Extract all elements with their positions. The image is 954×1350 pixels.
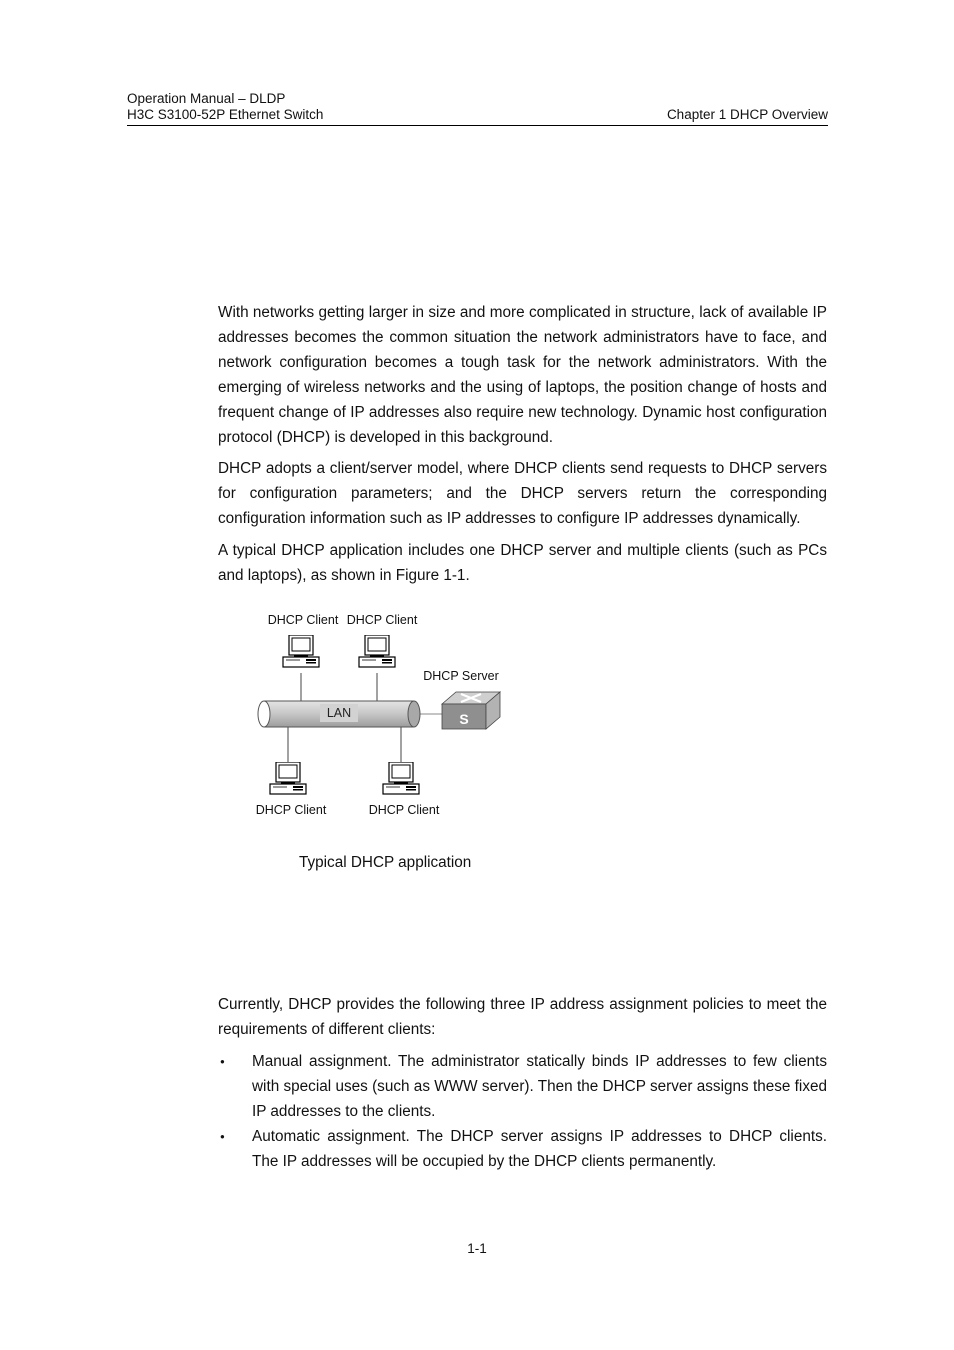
- lan-pipe: [258, 701, 420, 727]
- chapter-title: Chapter 1 DHCP Overview: [666, 107, 828, 122]
- policy-list: [218, 1049, 827, 1174]
- client-pc-icon-top-left: [283, 635, 319, 667]
- typical-paragraph: A typical DHCP application includes one DHCP server and multiple clients (such as PCs and laptops), as shown in Figure 1-1.: [218, 542, 827, 584]
- dhcp-diagram: [250, 605, 510, 830]
- policies-intro: Currently, DHCP provides the following three IP address assignment policies to meet the requirements of different clients:: [218, 996, 827, 1038]
- list-item: ● Manual assignment. The administrator statically binds IP addresses to few clients with special uses (such as WWW server). Then the DHCP server assigns these fixed IP addresses to the clients.: [218, 1049, 827, 1124]
- page-header: [127, 91, 828, 126]
- client-pc-icon-bottom-left: [270, 762, 306, 794]
- server-label: DHCP Server: [423, 669, 499, 683]
- list-item: ● Automatic assignment. The DHCP server assigns IP addresses to DHCP clients. The IP addresses will be occupied by the DHCP clients permanently.: [218, 1124, 827, 1174]
- client-pc-icon-top-right: [359, 635, 395, 667]
- figure-caption: Typical DHCP application: [299, 854, 472, 871]
- client-label-top-left: DHCP Client: [267, 613, 339, 627]
- switch-mark: S: [459, 711, 469, 727]
- intro-paragraph: With networks getting larger in size and more complicated in structure, lack of available IP addresses becomes the common situation the network administrators have to face, and network configuration becomes a tough task for the network administrators. With the emerging of wireless networks and the using of laptops, the position change of hosts and frequent change of IP addresses also require new technology. Dynamic host configuration protocol (DHCP) is developed in this background.: [218, 304, 827, 446]
- page-number: 1-1: [467, 1241, 487, 1256]
- model-paragraph: DHCP adopts a client/server model, where DHCP clients send requests to DHCP servers for configuration parameters; and the DHCP servers return the corresponding configuration information such as IP addresses to configure IP addresses dynamically.: [218, 460, 827, 527]
- header-left: [127, 91, 323, 123]
- client-pc-icon-bottom-right: [383, 762, 419, 794]
- client-label-top-right: DHCP Client: [346, 613, 418, 627]
- client-label-bottom-left: DHCP Client: [255, 803, 327, 817]
- dhcp-server-switch-icon: [442, 692, 500, 729]
- manual-title: Operation Manual – DLDP: [127, 91, 286, 106]
- product-name: H3C S3100-52P Ethernet Switch: [127, 107, 324, 122]
- client-label-bottom-right: DHCP Client: [368, 803, 440, 817]
- lan-label: LAN: [326, 706, 352, 720]
